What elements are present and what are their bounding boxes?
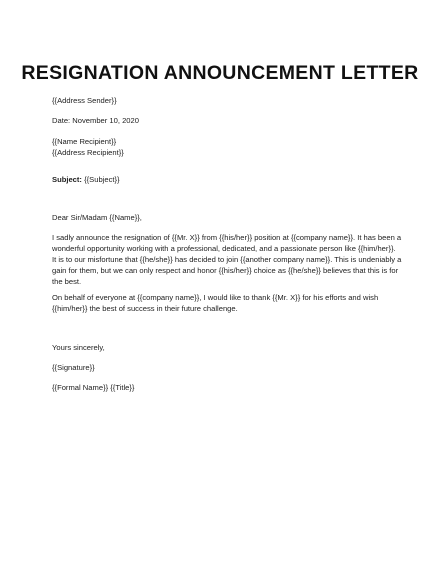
salutation: Dear Sir/Madam {{Name}}, (52, 213, 142, 222)
paragraph-1-line: It is to our misfortune that {{he/she}} has decided to join {{another company name}}. This is undeniably a (52, 255, 402, 264)
letter-title: RESIGNATION ANNOUNCEMENT LETTER (21, 62, 419, 84)
paragraph-2-line: {{him/her}} the best of success in their future challenge. (52, 304, 238, 313)
paragraph-2 (52, 292, 397, 314)
subject-label: Subject: (52, 175, 82, 184)
paragraph-1 (52, 232, 402, 287)
subject-line (52, 174, 397, 185)
paragraph-1-line: I sadly announce the resignation of {{Mr. X}} from {{his/her}} position at {{company name}}. It has been a (52, 233, 402, 242)
signature: {{Signature}} (52, 363, 95, 372)
paragraph-2-line: On behalf of everyone at {{company name}}, I would like to thank {{Mr. X}} for his efforts and wish (52, 293, 379, 302)
paragraph-1-line: gain for them, but we can only respect and honor {{his/her}} choice as {{he/she}} believes that this is for (52, 266, 399, 275)
closing: Yours sincerely, (52, 343, 105, 352)
recipient-address: {{Address Recipient}} (52, 148, 124, 157)
address-sender: {{Address Sender}} (52, 96, 117, 105)
letter-date: Date: November 10, 2020 (52, 116, 139, 125)
subject-value: {{Subject}} (81, 175, 120, 184)
recipient-block (52, 136, 397, 158)
formal-name: {{Formal Name}} {{Title}} (52, 383, 135, 392)
paragraph-1-line: the best. (52, 277, 82, 286)
recipient-name: {{Name Recipient}} (52, 137, 117, 146)
paragraph-1-line: wonderful opportunity working with a professional, dedicated, and a passionate person like {{him/her}}. (52, 244, 396, 253)
